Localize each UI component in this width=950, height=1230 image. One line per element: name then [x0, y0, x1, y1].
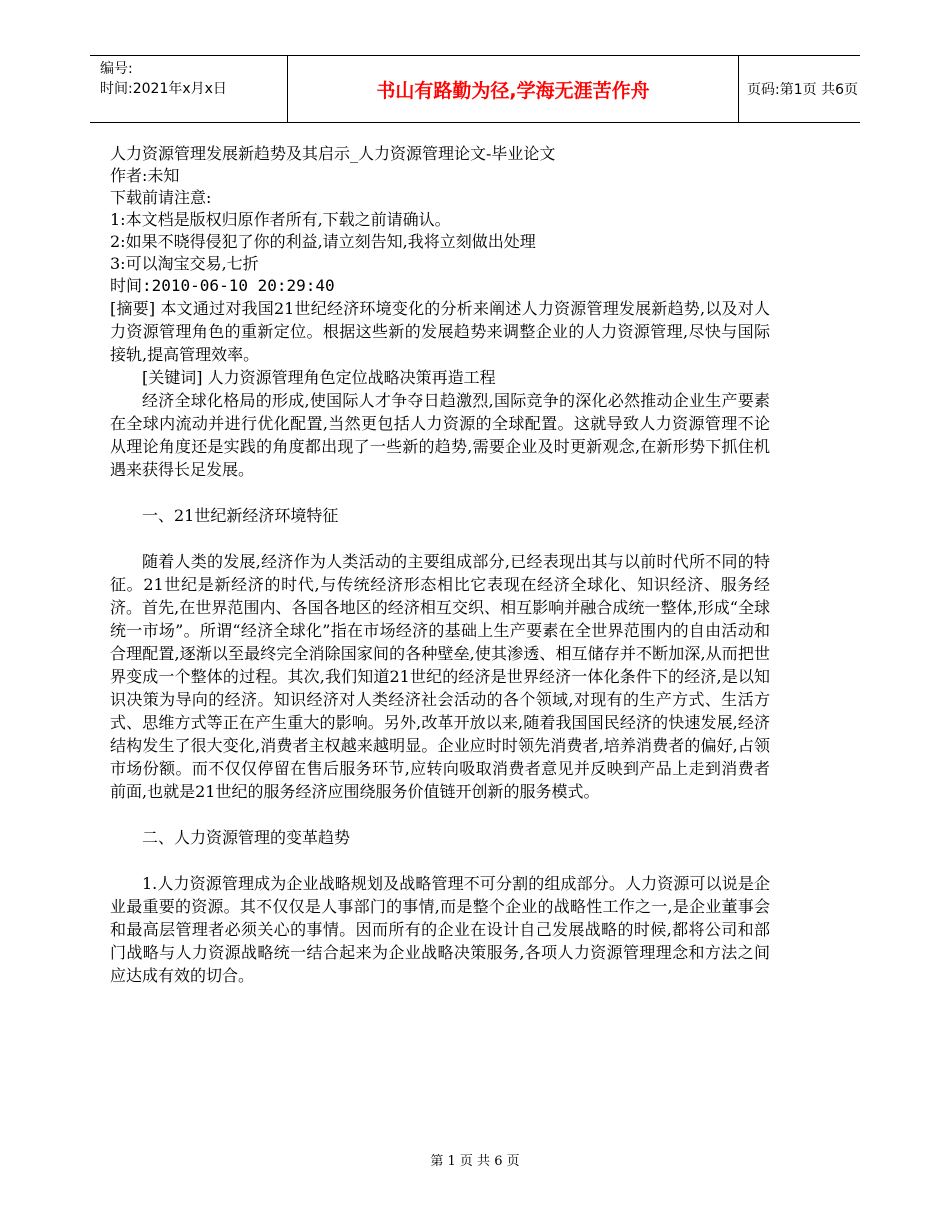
notice-title: 下载前请注意: [110, 188, 212, 207]
header-motto: 书山有路勤为径,学海无涯苦作舟 [287, 56, 739, 122]
notice-item-1: 1:本文档是版权归原作者所有,下载之前请确认。 [110, 210, 451, 229]
section-1-heading: 一、21世纪新经济环境特征 [142, 506, 339, 525]
intro-paragraph: 经济全球化格局的形成,使国际人才争夺日趋激烈,国际竞争的深化必然推动企业生产要素在全球内流动并进行优化配置,当然更包括人力资源的全球配置。这就导致人力资源管理不论从理论角度还是实践的角度都出现了一些新的趋势,需要企业及时更新观念,在新形势下抓住机遇来获得长足发展。 [110, 391, 770, 479]
document-time: 时间:2010-06-10 20:29:40 [110, 276, 335, 295]
section-2-paragraph: 1.人力资源管理成为企业战略规划及战略管理不可分割的组成部分。人力资源可以说是企业最重要的资源。其不仅仅是人事部门的事情,而是整个企业的战略性工作之一,是企业董事会和最高层管理者必须关心的事情。因而所有的企业在设计自己发展战略的时候,都将公司和部门战略与人力资源战略统一结合起来为企业战略决策服务,各项人力资源管理理念和方法之间应达成有效的切合。 [110, 874, 770, 985]
header-number-label: 编号: [100, 61, 133, 77]
page-header [90, 55, 860, 123]
notice-item-2: 2:如果不晓得侵犯了你的利益,请立刻告知,我将立刻做出处理 [110, 232, 536, 251]
notice-item-3: 3:可以淘宝交易,七折 [110, 254, 259, 273]
section-2-heading: 二、人力资源管理的变革趋势 [142, 828, 351, 847]
header-page-info: 页码:第1页 共6页 [747, 82, 858, 98]
page-footer: 第 1 页 共 6 页 [430, 1154, 520, 1169]
document-author: 作者:未知 [110, 166, 180, 185]
document-title: 人力资源管理发展新趋势及其启示_人力资源管理论文-毕业论文 [110, 144, 556, 163]
header-time-label: 时间:2021年x月x日 [100, 81, 227, 97]
header-meta [100, 59, 285, 99]
section-1-paragraph: 随着人类的发展,经济作为人类活动的主要组成部分,已经表现出其与以前时代所不同的特征。21世纪是新经济的时代,与传统经济形态相比它表现在经济全球化、知识经济、服务经济。首先,在世界范围内、各国各地区的经济相互交织、相互影响并融合成统一整体,形成“全球统一市场”。所谓“经济全球化”指在市场经济的基础上生产要素在全世界范围内的自由活动和合理配置,逐渐以至最终完全消除国家间的各种壁垒,使其渗透、相互储存并不断加深,从而把世界变成一个整体的过程。其次,我们知道21世纪的经济是世界经济一体化条件下的经济,是以知识决策为导向的经济。知识经济对人类经济社会活动的各个领域,对现有的生产方式、生活方式、思维方式等正在产生重大的影响。另外,改革开放以来,随着我国国民经济的快速发展,经济结构发生了很大变化,消费者主权越来越明显。企业应时时领先消费者,培养消费者的偏好,占领市场份额。而不仅仅停留在售后服务环节,应转向吸取消费者意见并反映到产品上走到消费者前面,也就是21世纪的服务经济应围绕服务价值链开创新的服务模式。 [110, 552, 770, 801]
keywords-line: [关键词] 人力资源管理角色定位战略决策再造工程 [142, 368, 496, 387]
abstract-paragraph: [摘要] 本文通过对我国21世纪经济环境变化的分析来阐述人力资源管理发展新趋势,以及对人力资源管理角色的重新定位。根据这些新的发展趋势来调整企业的人力资源管理,尽快与国际接轨,提高管理效率。 [110, 299, 770, 364]
document-body [110, 143, 770, 987]
